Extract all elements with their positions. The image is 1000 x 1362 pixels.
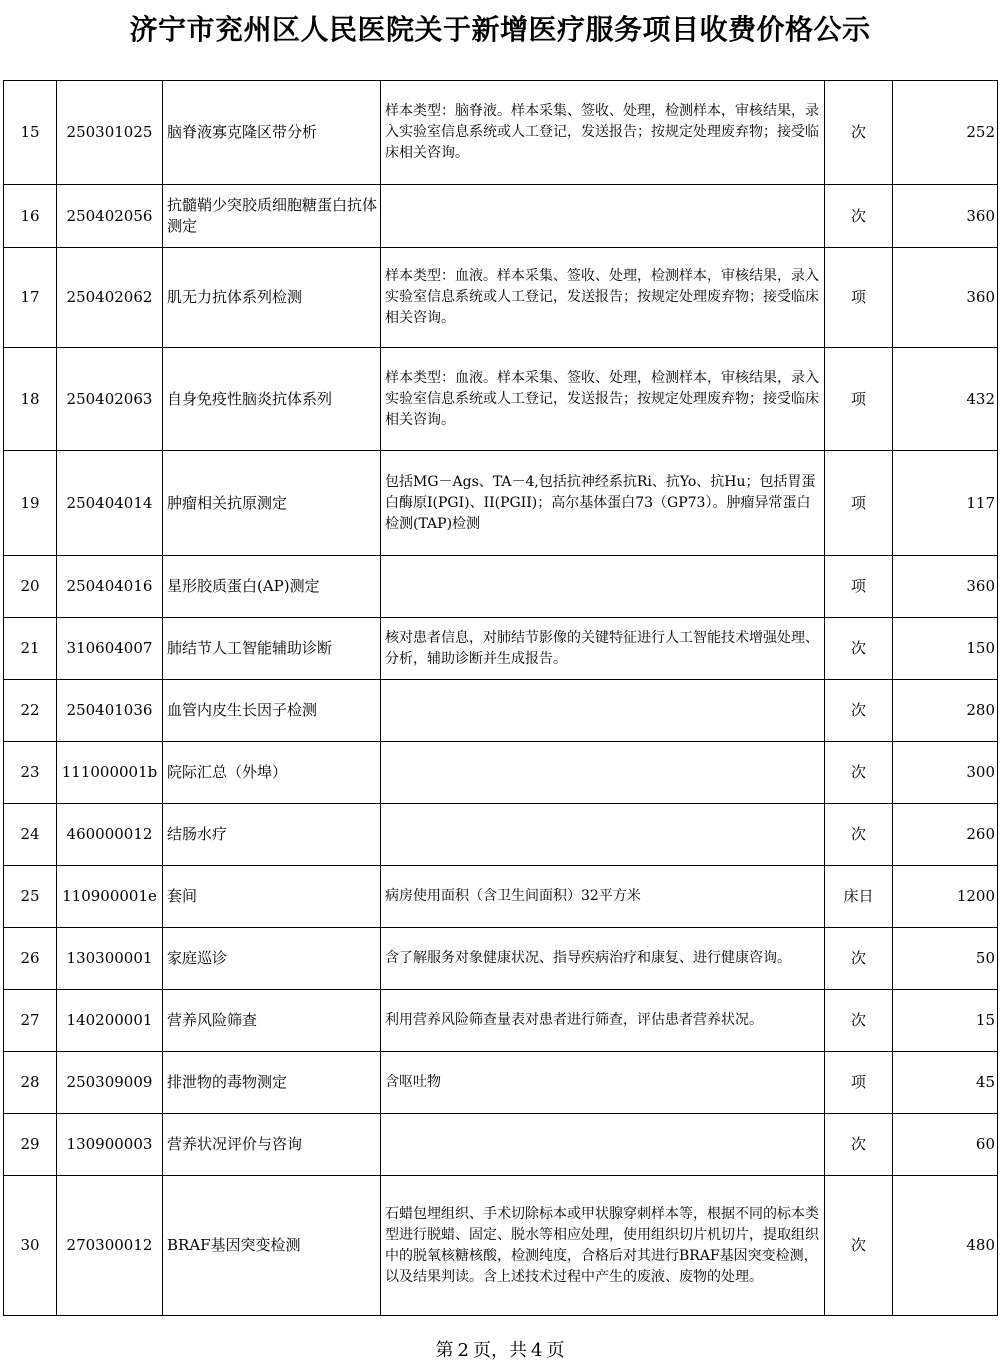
item-code: 250401036 bbox=[57, 680, 163, 742]
page-footer bbox=[0, 1336, 1000, 1362]
item-unit: 次 bbox=[825, 990, 893, 1052]
page-suffix: 页 bbox=[546, 1340, 565, 1361]
item-description: 样本类型：脑脊液。样本采集、签收、处理，检测样本，审核结果，录入实验室信息系统或人工登记，发送报告；按规定处理废弃物；接受临床相关咨询。 bbox=[381, 81, 825, 185]
item-description: 核对患者信息，对肺结节影像的关键特征进行人工智能技术增强处理、分析，辅助诊断并生成报告。 bbox=[381, 618, 825, 680]
item-description: 含呕吐物 bbox=[381, 1052, 825, 1114]
item-name: 星形胶质蛋白(AP)测定 bbox=[163, 556, 381, 618]
table-row bbox=[4, 742, 998, 804]
item-description: 样本类型：血液。样本采集、签收、处理，检测样本，审核结果，录入实验室信息系统或人工登记，发送报告；按规定处理废弃物；接受临床相关咨询。 bbox=[381, 348, 825, 451]
item-description: 含了解服务对象健康状况、指导疾病治疗和康复、进行健康咨询。 bbox=[381, 928, 825, 990]
table-row bbox=[4, 866, 998, 928]
item-price: 252 bbox=[893, 81, 998, 185]
row-number: 15 bbox=[4, 81, 57, 185]
table-row bbox=[4, 680, 998, 742]
item-unit: 次 bbox=[825, 804, 893, 866]
item-name: 肿瘤相关抗原测定 bbox=[163, 451, 381, 556]
page-title: 济宁市兖州区人民医院关于新增医疗服务项目收费价格公示 bbox=[129, 13, 871, 46]
item-price: 360 bbox=[893, 185, 998, 248]
row-number: 28 bbox=[4, 1052, 57, 1114]
table-row bbox=[4, 348, 998, 451]
item-name: BRAF基因突变检测 bbox=[163, 1176, 381, 1316]
table-row bbox=[4, 990, 998, 1052]
item-name: 营养状况评价与咨询 bbox=[163, 1114, 381, 1176]
item-code: 111000001b bbox=[57, 742, 163, 804]
item-price: 480 bbox=[893, 1176, 998, 1316]
item-price: 260 bbox=[893, 804, 998, 866]
table-row bbox=[4, 451, 998, 556]
item-code: 250309009 bbox=[57, 1052, 163, 1114]
item-price: 60 bbox=[893, 1114, 998, 1176]
row-number: 30 bbox=[4, 1176, 57, 1316]
table-row bbox=[4, 556, 998, 618]
item-description: 样本类型：血液。样本采集、签收、处理，检测样本，审核结果，录入实验室信息系统或人工登记，发送报告；按规定处理废弃物；接受临床相关咨询。 bbox=[381, 248, 825, 348]
item-name: 排泄物的毒物测定 bbox=[163, 1052, 381, 1114]
item-price: 150 bbox=[893, 618, 998, 680]
item-name: 套间 bbox=[163, 866, 381, 928]
item-price: 15 bbox=[893, 990, 998, 1052]
item-price: 280 bbox=[893, 680, 998, 742]
row-number: 22 bbox=[4, 680, 57, 742]
item-price: 45 bbox=[893, 1052, 998, 1114]
item-code: 250402062 bbox=[57, 248, 163, 348]
item-unit: 次 bbox=[825, 1114, 893, 1176]
row-number: 23 bbox=[4, 742, 57, 804]
table-row bbox=[4, 618, 998, 680]
item-description bbox=[381, 556, 825, 618]
item-code: 110900001e bbox=[57, 866, 163, 928]
item-price: 432 bbox=[893, 348, 998, 451]
item-name: 营养风险筛查 bbox=[163, 990, 381, 1052]
table-row bbox=[4, 185, 998, 248]
item-code: 250402056 bbox=[57, 185, 163, 248]
item-code: 250404014 bbox=[57, 451, 163, 556]
item-unit: 项 bbox=[825, 348, 893, 451]
item-code: 250404016 bbox=[57, 556, 163, 618]
table-row bbox=[4, 1114, 998, 1176]
item-description bbox=[381, 680, 825, 742]
item-name: 自身免疫性脑炎抗体系列 bbox=[163, 348, 381, 451]
row-number: 19 bbox=[4, 451, 57, 556]
item-unit: 次 bbox=[825, 618, 893, 680]
item-code: 140200001 bbox=[57, 990, 163, 1052]
fee-table-body bbox=[4, 81, 998, 1316]
item-price: 360 bbox=[893, 248, 998, 348]
table-row bbox=[4, 248, 998, 348]
page-prefix: 第 bbox=[435, 1340, 454, 1361]
item-unit: 项 bbox=[825, 1052, 893, 1114]
row-number: 25 bbox=[4, 866, 57, 928]
item-description bbox=[381, 742, 825, 804]
total-pages: 4 bbox=[531, 1340, 543, 1361]
row-number: 18 bbox=[4, 348, 57, 451]
item-code: 310604007 bbox=[57, 618, 163, 680]
item-description: 包括MG－Ags、TA－4,包括抗神经系抗Ri、抗Yo、抗Hu；包括胃蛋白酶原I(PGI)、II(PGII)；高尔基体蛋白73（GP73）。肿瘤异常蛋白检测(TAP)检测 bbox=[381, 451, 825, 556]
item-name: 血管内皮生长因子检测 bbox=[163, 680, 381, 742]
row-number: 16 bbox=[4, 185, 57, 248]
item-price: 117 bbox=[893, 451, 998, 556]
row-number: 29 bbox=[4, 1114, 57, 1176]
item-name: 抗髓鞘少突胶质细胞糖蛋白抗体测定 bbox=[163, 185, 381, 248]
table-row bbox=[4, 928, 998, 990]
item-name: 结肠水疗 bbox=[163, 804, 381, 866]
item-unit: 次 bbox=[825, 1176, 893, 1316]
item-description: 利用营养风险筛查量表对患者进行筛查，评估患者营养状况。 bbox=[381, 990, 825, 1052]
item-description bbox=[381, 1114, 825, 1176]
row-number: 24 bbox=[4, 804, 57, 866]
item-description: 石蜡包埋组织、手术切除标本或甲状腺穿刺样本等，根据不同的标本类型进行脱蜡、固定、脱水等相应处理，使用组织切片机切片，提取组织中的脱氧核糖核酸，检测纯度，合格后对其进行BRAF基因突变检测，以及结果判读。含上述技术过程中产生的废液、废物的处理。 bbox=[381, 1176, 825, 1316]
item-name: 肺结节人工智能辅助诊断 bbox=[163, 618, 381, 680]
item-unit: 项 bbox=[825, 248, 893, 348]
item-unit: 次 bbox=[825, 185, 893, 248]
item-price: 1200 bbox=[893, 866, 998, 928]
item-unit: 次 bbox=[825, 928, 893, 990]
row-number: 17 bbox=[4, 248, 57, 348]
item-code: 270300012 bbox=[57, 1176, 163, 1316]
page-number: 2 bbox=[457, 1340, 469, 1361]
item-unit: 次 bbox=[825, 81, 893, 185]
item-unit: 次 bbox=[825, 742, 893, 804]
table-row bbox=[4, 1176, 998, 1316]
row-number: 20 bbox=[4, 556, 57, 618]
item-description bbox=[381, 185, 825, 248]
item-price: 360 bbox=[893, 556, 998, 618]
item-code: 250402063 bbox=[57, 348, 163, 451]
item-price: 50 bbox=[893, 928, 998, 990]
item-description bbox=[381, 804, 825, 866]
item-unit: 次 bbox=[825, 680, 893, 742]
item-code: 460000012 bbox=[57, 804, 163, 866]
table-row bbox=[4, 1052, 998, 1114]
item-unit: 项 bbox=[825, 451, 893, 556]
item-unit: 床日 bbox=[825, 866, 893, 928]
item-description: 病房使用面积（含卫生间面积）32平方米 bbox=[381, 866, 825, 928]
row-number: 27 bbox=[4, 990, 57, 1052]
table-row bbox=[4, 804, 998, 866]
item-price: 300 bbox=[893, 742, 998, 804]
page-mid: 页，共 bbox=[473, 1340, 527, 1361]
item-name: 肌无力抗体系列检测 bbox=[163, 248, 381, 348]
row-number: 21 bbox=[4, 618, 57, 680]
fee-table bbox=[3, 80, 998, 1316]
item-unit: 项 bbox=[825, 556, 893, 618]
item-name: 院际汇总（外埠） bbox=[163, 742, 381, 804]
item-name: 家庭巡诊 bbox=[163, 928, 381, 990]
table-row bbox=[4, 81, 998, 185]
item-name: 脑脊液寡克隆区带分析 bbox=[163, 81, 381, 185]
row-number: 26 bbox=[4, 928, 57, 990]
item-code: 130300001 bbox=[57, 928, 163, 990]
item-code: 250301025 bbox=[57, 81, 163, 185]
item-code: 130900003 bbox=[57, 1114, 163, 1176]
